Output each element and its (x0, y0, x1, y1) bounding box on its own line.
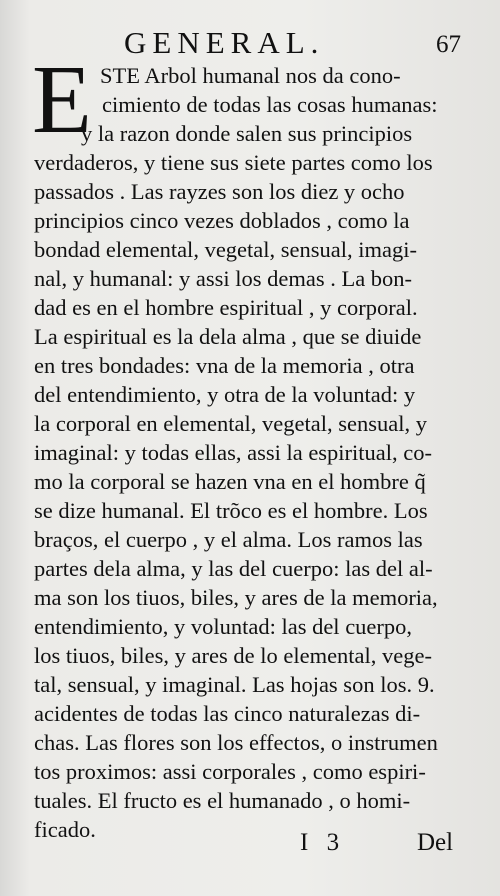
running-head: GENERAL. (124, 25, 325, 60)
text-line-7: bondad elemental, vegetal, sensual, imagi- (34, 237, 417, 262)
text-line-19: ma son los tiuos, biles, y ares de la memoria, (34, 585, 438, 610)
text-line-26: tuales. El fructo es el humanado , o homi- (34, 788, 411, 813)
text-line-12: del entendimiento, y otra de la voluntad: y (34, 382, 416, 407)
page-number: 67 (436, 31, 461, 58)
text-line-18: partes dela alma, y las del cuerpo: las del al- (34, 556, 433, 581)
text-line-2: cimiento de todas las cosas humanas: (102, 92, 438, 117)
text-line-10: La espiritual es la dela alma , que se diuide (34, 324, 422, 349)
text-line-22: tal, sensual, y imaginal. Las hojas son los. 9. (34, 672, 435, 697)
text-line-11: en tres bondades: vna de la memoria , otra (34, 353, 415, 378)
text-line-15: mo la corporal se hazen vna en el hombre q̃ (34, 469, 426, 494)
text-line-21: los tiuos, biles, y ares de lo elemental, vege- (34, 643, 433, 668)
text-line-24: chas. Las flores son los effectos, o instrumen (34, 730, 438, 755)
text-line-14: imaginal: y todas ellas, assi la espiritual, co- (34, 440, 433, 465)
text-line-3: y la razon donde salen sus principios (81, 121, 413, 146)
text-line-23: acidentes de todas las cinco naturalezas di- (34, 701, 421, 726)
drop-cap-initial: E (32, 58, 92, 142)
text-line-8: nal, y humanal: y assi los demas . La bon- (34, 266, 413, 291)
text-line-17: braços, el cuerpo , y el alma. Los ramos las (34, 527, 423, 552)
text-line-6: principios cinco vezes doblados , como la (34, 208, 410, 233)
text-line-1: STE Arbol humanal nos da cono- (100, 63, 401, 88)
text-line-13: la corporal en elemental, vegetal, sensual, y (34, 411, 427, 436)
text-line-27: ficado. (34, 817, 96, 842)
signature-mark: I 3 (300, 829, 346, 856)
text-line-20: entendimiento, y voluntad: las del cuerpo, (34, 614, 413, 639)
catchword: Del (417, 829, 454, 856)
text-line-16: se dize humanal. El trõco es el hombre. Los (34, 498, 428, 523)
text-line-25: tos proximos: assi corporales , como espiri- (34, 759, 426, 784)
text-line-5: passados . Las rayzes son los diez y ocho (34, 179, 405, 204)
text-line-9: dad es en el hombre espiritual , y corporal. (34, 295, 418, 320)
text-line-4: verdaderos, y tiene sus siete partes como los (34, 150, 433, 175)
